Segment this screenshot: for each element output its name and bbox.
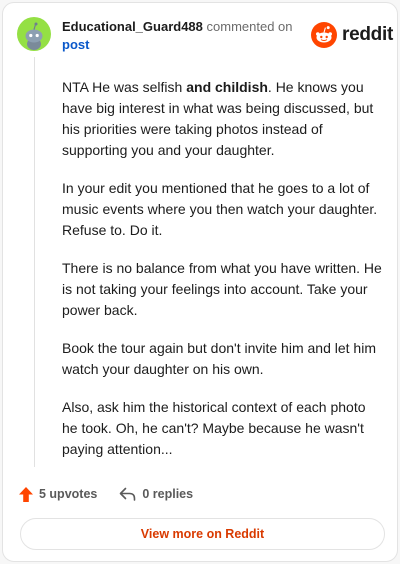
comment-actions xyxy=(19,484,193,504)
username[interactable]: Educational_Guard488 xyxy=(62,19,203,34)
bold-text: and childish xyxy=(186,79,268,95)
comment-body xyxy=(62,77,382,477)
reply-button[interactable] xyxy=(119,487,193,501)
post-link[interactable]: post xyxy=(62,37,90,52)
comment-paragraph-1: NTA He was selfish and childish. He knows you have big interest in what was being discussed, but his priorities were taking photos instead of supporting you and your daughter. xyxy=(62,79,374,158)
comment-paragraph-4: Book the tour again but don't invite him and let him watch your daughter on his own. xyxy=(62,340,376,377)
reddit-snoo-icon xyxy=(311,22,337,48)
comment-card xyxy=(2,2,398,562)
reply-arrow-icon xyxy=(119,487,136,501)
upvote-arrow-icon xyxy=(19,487,33,502)
comment-paragraph-5: Also, ask him the historical context of each photo he took. Oh, he can't? Maybe because he wasn't paying attention... xyxy=(62,399,366,457)
reply-count: 0 replies xyxy=(142,487,194,501)
commented-on-label: commented on xyxy=(206,19,293,34)
thread-line xyxy=(34,57,35,467)
upvote-button[interactable] xyxy=(19,487,97,502)
upvote-count: 5 upvotes xyxy=(39,487,98,501)
reddit-logo[interactable] xyxy=(311,22,393,48)
comment-paragraph-3: There is no balance from what you have written. He is not taking your feelings into account. Take your power back. xyxy=(62,260,382,318)
comment-paragraph-2: In your edit you mentioned that he goes to a lot of music events where you then watch your daughter. Refuse to. Do it. xyxy=(62,180,378,238)
user-avatar[interactable] xyxy=(17,17,51,51)
reddit-wordmark: reddit xyxy=(342,24,393,45)
view-more-on-reddit-button[interactable]: View more on Reddit xyxy=(20,518,385,550)
comment-header xyxy=(62,18,302,54)
